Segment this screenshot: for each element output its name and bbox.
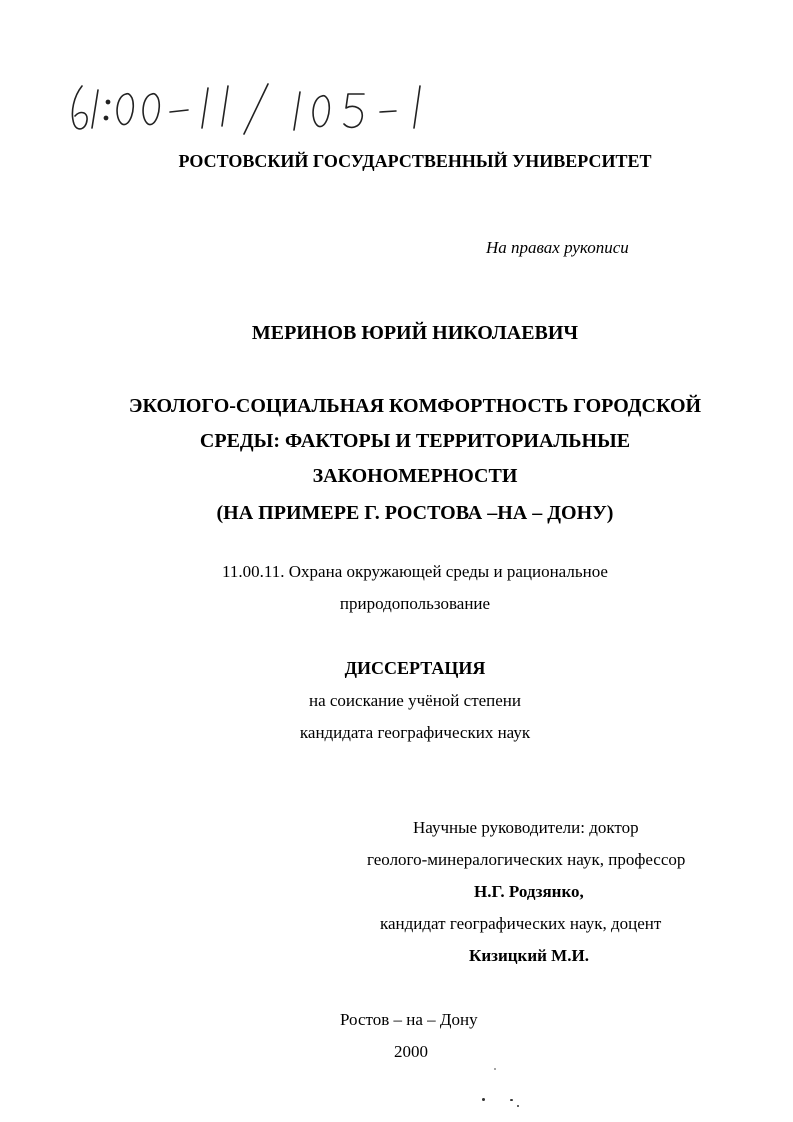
scan-speck <box>494 1068 496 1070</box>
supervisor-name: Кизицкий М.И. <box>469 946 589 965</box>
handwritten-archive-code <box>68 78 468 138</box>
degree-line: кандидата географических наук <box>299 723 531 742</box>
scan-speck <box>482 1098 485 1101</box>
university-name: РОСТОВСКИЙ ГОСУДАРСТВЕННЫЙ УНИВЕРСИТЕТ <box>178 151 652 171</box>
document-type: ДИССЕРТАЦИЯ <box>344 658 486 678</box>
city: Ростов – на – Дону <box>340 1010 478 1029</box>
handwritten-code-drawing <box>68 78 468 138</box>
supervisor-name: Н.Г. Родзянко, <box>474 882 584 901</box>
title-line: СРЕДЫ: ФАКТОРЫ И ТЕРРИТОРИАЛЬНЫЕ <box>199 430 631 452</box>
title-line: ЭКОЛОГО-СОЦИАЛЬНАЯ КОМФОРТНОСТЬ ГОРОДСКОЙ <box>128 395 702 417</box>
rights-note: На правах рукописи <box>486 238 629 257</box>
supervisor-title: геолого-минералогических наук, профессор <box>367 850 686 869</box>
year: 2000 <box>394 1042 428 1061</box>
supervisor-title: кандидат географических наук, доцент <box>380 914 662 933</box>
author-name: МЕРИНОВ ЮРИЙ НИКОЛАЕВИЧ <box>251 322 579 344</box>
specialty-line: 11.00.11. Охрана окружающей среды и рациональное <box>222 562 608 581</box>
specialty-line: природопользование <box>339 594 491 613</box>
title-line: (НА ПРИМЕРЕ Г. РОСТОВА –НА – ДОНУ) <box>216 502 614 524</box>
supervisors-heading: Научные руководители: доктор <box>413 818 639 837</box>
degree-line: на соискание учёной степени <box>308 691 522 710</box>
scan-speck <box>517 1105 519 1107</box>
scan-speck <box>510 1099 513 1101</box>
title-line: ЗАКОНОМЕРНОСТИ <box>312 465 518 487</box>
